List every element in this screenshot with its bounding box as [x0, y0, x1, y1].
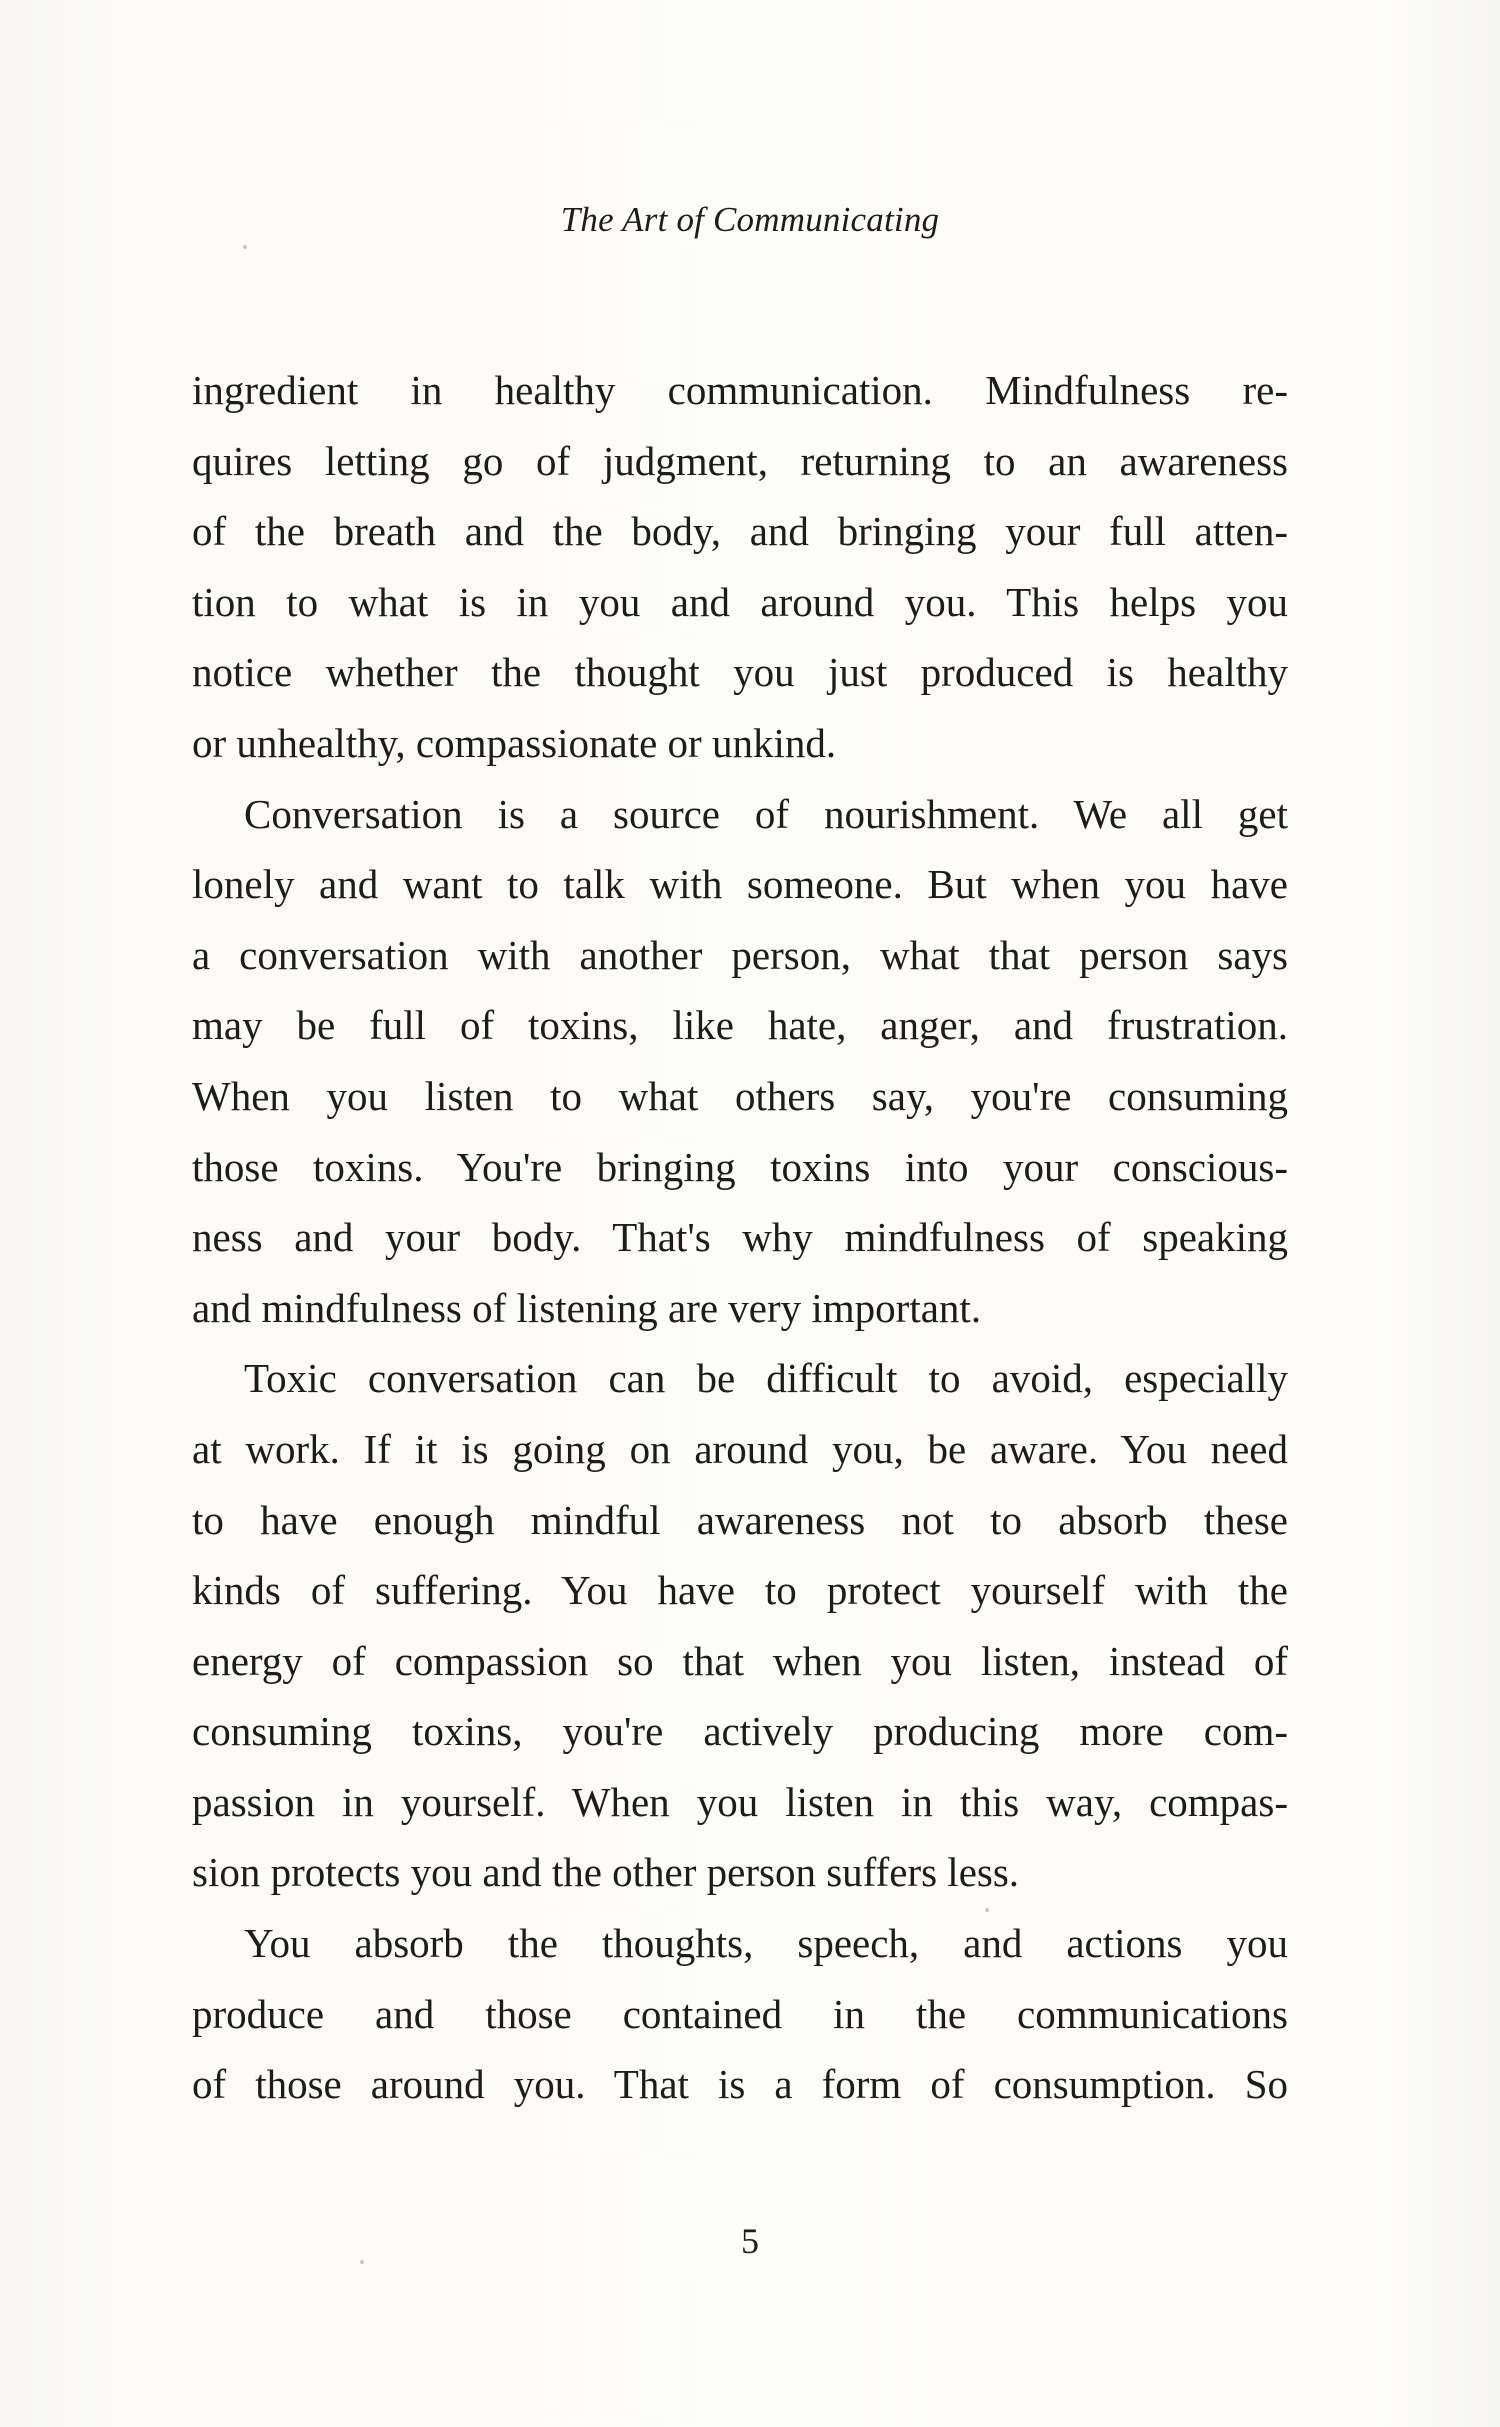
- paper-speck: [985, 1908, 989, 1912]
- text-line: passion in yourself. When you listen in this way, compas-: [192, 1778, 1288, 1825]
- text-line: those toxins. You're bringing toxins into your conscious-: [192, 1143, 1288, 1190]
- paper-speck: [360, 2260, 364, 2264]
- text-line: or unhealthy, compassionate or unkind.: [192, 719, 837, 766]
- body-text: [192, 355, 1288, 2120]
- paragraph: [192, 1343, 1288, 1908]
- text-line: may be full of toxins, like hate, anger, and frustration.: [192, 1002, 1288, 1049]
- text-line: notice whether the thought you just produced is healthy: [192, 649, 1288, 696]
- paragraph: [192, 779, 1288, 1344]
- paper-speck: [243, 245, 247, 249]
- text-line: lonely and want to talk with someone. But when you have: [192, 861, 1288, 908]
- text-line: You absorb the thoughts, speech, and actions you: [244, 1920, 1288, 1967]
- text-line: Toxic conversation can be difficult to avoid, especially: [244, 1355, 1288, 1402]
- page-number: 5: [741, 2221, 759, 2261]
- text-line: When you listen to what others say, you're consuming: [192, 1072, 1288, 1119]
- text-line: ingredient in healthy communication. Mindfulness re-: [192, 367, 1288, 413]
- paragraph: [192, 355, 1288, 779]
- text-line: tion to what is in you and around you. This helps you: [192, 578, 1288, 625]
- text-line: ness and your body. That's why mindfulness of speaking: [192, 1214, 1288, 1261]
- text-line: a conversation with another person, what that person says: [192, 931, 1288, 978]
- text-line: consuming toxins, you're actively producing more com-: [192, 1708, 1288, 1755]
- text-line: sion protects you and the other person suffers less.: [192, 1849, 1020, 1896]
- running-head: The Art of Communicating: [560, 200, 940, 239]
- text-line: produce and those contained in the communications: [192, 1990, 1288, 2037]
- paragraph: [192, 1908, 1288, 2120]
- text-line: of those around you. That is a form of consumption. So: [192, 2061, 1288, 2108]
- text-line: of the breath and the body, and bringing your full atten-: [192, 508, 1288, 555]
- text-line: Conversation is a source of nourishment. We all get: [244, 790, 1288, 837]
- text-line: at work. If it is going on around you, be aware. You need: [192, 1425, 1288, 1472]
- text-line: energy of compassion so that when you listen, instead of: [192, 1637, 1288, 1684]
- text-line: to have enough mindful awareness not to absorb these: [192, 1496, 1288, 1543]
- text-line: and mindfulness of listening are very important.: [192, 1284, 982, 1331]
- text-line: quires letting go of judgment, returning to an awareness: [192, 437, 1288, 484]
- text-line: kinds of suffering. You have to protect yourself with the: [192, 1567, 1288, 1614]
